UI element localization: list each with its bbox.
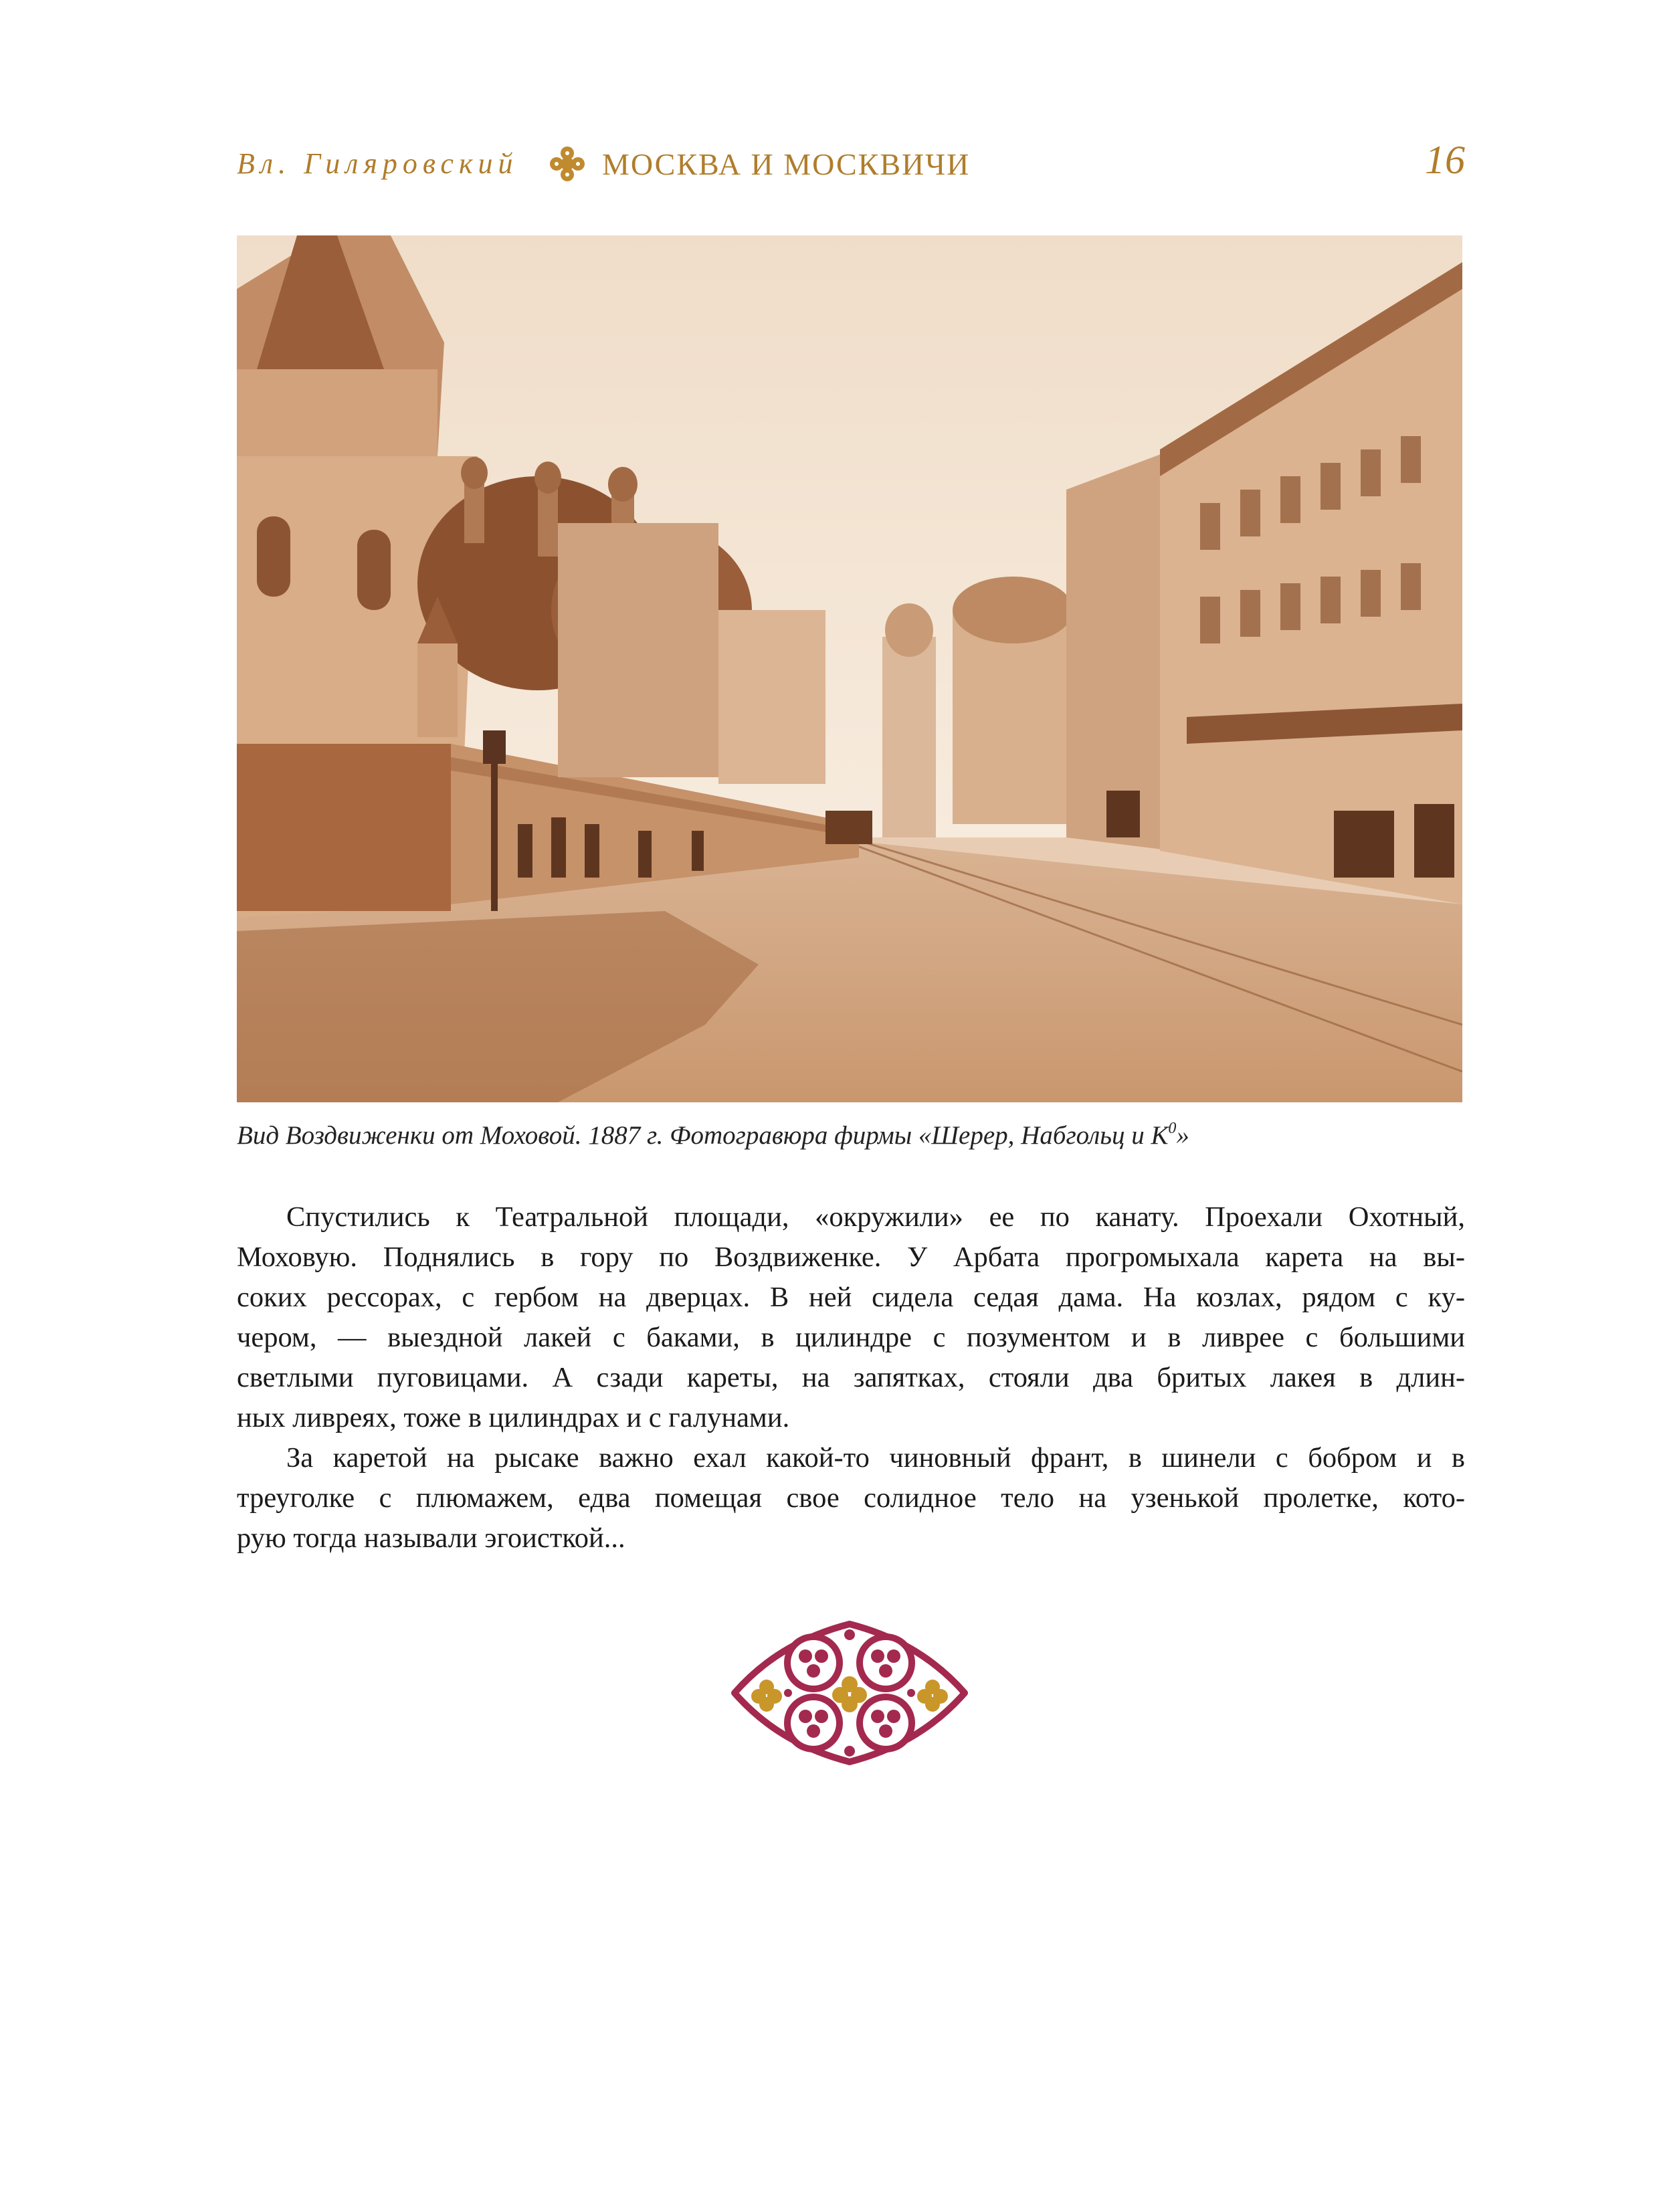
page-number: 16	[1425, 138, 1465, 182]
text-line: Спустились к Театральной площади, «окружили» ее по канату. Проехали Охотный,	[286, 1201, 1465, 1233]
text-line: соких рессорах, с гербом на дверцах. В ней сидела седая дама. На козлах, рядом с ку-	[237, 1282, 1465, 1313]
text-line: Моховую. Поднялись в гору по Воздвиженке. У Арбата прогромыхала карета на вы-	[237, 1241, 1465, 1273]
photo-caption	[237, 1120, 1468, 1150]
text-line: рую тогда называли эгоисткой...	[237, 1522, 625, 1554]
body-text	[237, 1197, 1465, 1559]
text-line: треуголке с плюмажем, едва помещая свое солидное тело на узенькой пролетке, кото-	[237, 1482, 1465, 1514]
running-header	[237, 137, 1465, 191]
street-photograph	[237, 235, 1462, 1102]
paragraph-2	[237, 1438, 1465, 1559]
floral-fleuron-icon	[728, 1615, 971, 1771]
caption-superscript: 0	[1168, 1120, 1177, 1137]
caption-close-quote: »	[1176, 1121, 1189, 1150]
header-author: Вл. Гиляровский	[237, 147, 518, 180]
vozdvizhenka-street-image	[237, 235, 1462, 1102]
text-line: чером, — выездной лакей с баками, в цилиндре с позументом и в ливрее с большими	[237, 1322, 1465, 1353]
header-book-title: МОСКВА И МОСКВИЧИ	[602, 147, 971, 181]
caption-text: Вид Воздвиженки от Моховой. 1887 г. Фотогравюра фирмы «Шерер, Набгольц и К	[237, 1121, 1169, 1150]
quatrefoil-ornament-icon	[549, 145, 586, 183]
text-line: светлыми пуговицами. А сзади кареты, на запятках, стояли два бритых лакея в длин-	[237, 1362, 1465, 1393]
paragraph-1	[237, 1197, 1465, 1438]
text-line: ных ливреях, тоже в цилиндрах и с галунами.	[237, 1402, 790, 1433]
text-line: За каретой на рысаке важно ехал какой-то чиновный франт, в шинели с бобром и в	[286, 1442, 1465, 1474]
